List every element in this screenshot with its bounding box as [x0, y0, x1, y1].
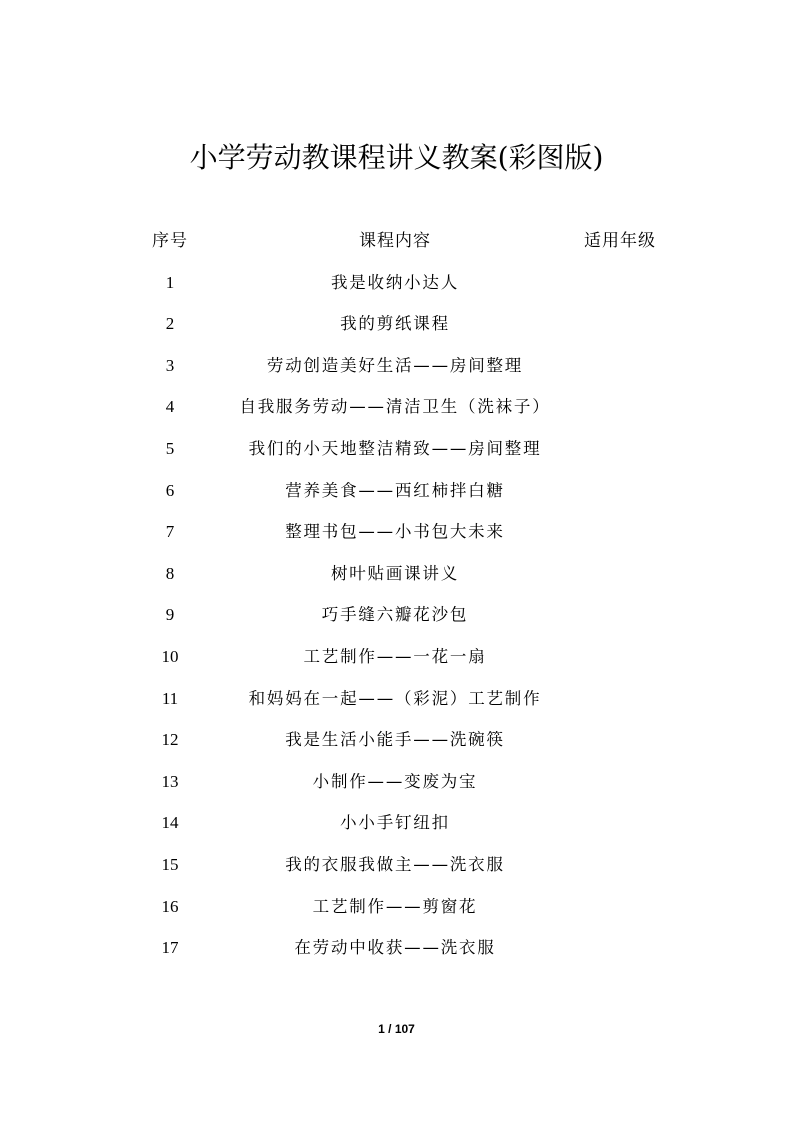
page-number: 1 / 107 — [378, 1022, 415, 1036]
row-index: 13 — [161, 771, 179, 791]
table-row — [0, 808, 793, 850]
table-row — [0, 434, 793, 476]
header-index: 序号 — [152, 231, 188, 251]
table-row — [0, 933, 793, 975]
row-content: 我的剪纸课程 — [340, 314, 450, 334]
row-content: 营养美食——西红柿拌白糖 — [285, 480, 505, 500]
row-content: 小小手钉纽扣 — [340, 813, 450, 833]
table-row — [0, 392, 793, 434]
row-index: 10 — [161, 646, 179, 666]
header-grade: 适用年级 — [584, 231, 656, 251]
table-body — [0, 268, 793, 975]
row-content: 我是收纳小达人 — [330, 272, 460, 292]
row-index: 17 — [161, 938, 179, 958]
row-content: 小制作——变废为宝 — [312, 771, 478, 791]
row-content: 自我服务劳动——清洁卫生（洗袜子） — [239, 397, 551, 417]
table-row — [0, 268, 793, 310]
table-row — [0, 517, 793, 559]
row-index: 11 — [161, 688, 179, 708]
row-content: 树叶贴画课讲义 — [330, 563, 460, 583]
table-row — [0, 476, 793, 518]
row-index: 8 — [165, 563, 175, 583]
row-index: 6 — [165, 480, 175, 500]
row-index: 15 — [161, 854, 179, 874]
row-content: 工艺制作——一花一扇 — [303, 646, 487, 666]
table-row — [0, 850, 793, 892]
row-content: 我是生活小能手——洗碗筷 — [285, 730, 505, 750]
row-content: 和妈妈在一起——（彩泥）工艺制作 — [248, 688, 542, 708]
row-content: 劳动创造美好生活——房间整理 — [266, 355, 524, 375]
row-content: 巧手缝六瓣花沙包 — [321, 605, 469, 625]
table-row — [0, 725, 793, 767]
row-content: 整理书包——小书包大未来 — [285, 522, 505, 542]
table-row — [0, 642, 793, 684]
table-row — [0, 309, 793, 351]
row-content: 工艺制作——剪窗花 — [312, 896, 478, 916]
row-index: 14 — [161, 813, 179, 833]
table-row — [0, 600, 793, 642]
row-index: 9 — [165, 605, 175, 625]
row-index: 5 — [165, 438, 175, 458]
course-table — [0, 226, 793, 975]
header-content: 课程内容 — [359, 231, 431, 251]
table-row — [0, 892, 793, 934]
document-title: 小学劳动教课程讲义教案(彩图版) — [189, 141, 604, 174]
row-index: 3 — [165, 355, 175, 375]
row-content: 在劳动中收获——洗衣服 — [294, 938, 496, 958]
table-row — [0, 351, 793, 393]
row-index: 16 — [161, 896, 179, 916]
row-index: 7 — [165, 522, 175, 542]
table-row — [0, 559, 793, 601]
row-content: 我们的小天地整洁精致——房间整理 — [248, 438, 542, 458]
row-index: 2 — [165, 314, 175, 334]
row-index: 1 — [165, 272, 175, 292]
table-row — [0, 767, 793, 809]
table-row — [0, 684, 793, 726]
table-header-row — [0, 226, 793, 268]
row-index: 4 — [165, 397, 175, 417]
row-content: 我的衣服我做主——洗衣服 — [285, 854, 505, 874]
row-index: 12 — [161, 730, 179, 750]
